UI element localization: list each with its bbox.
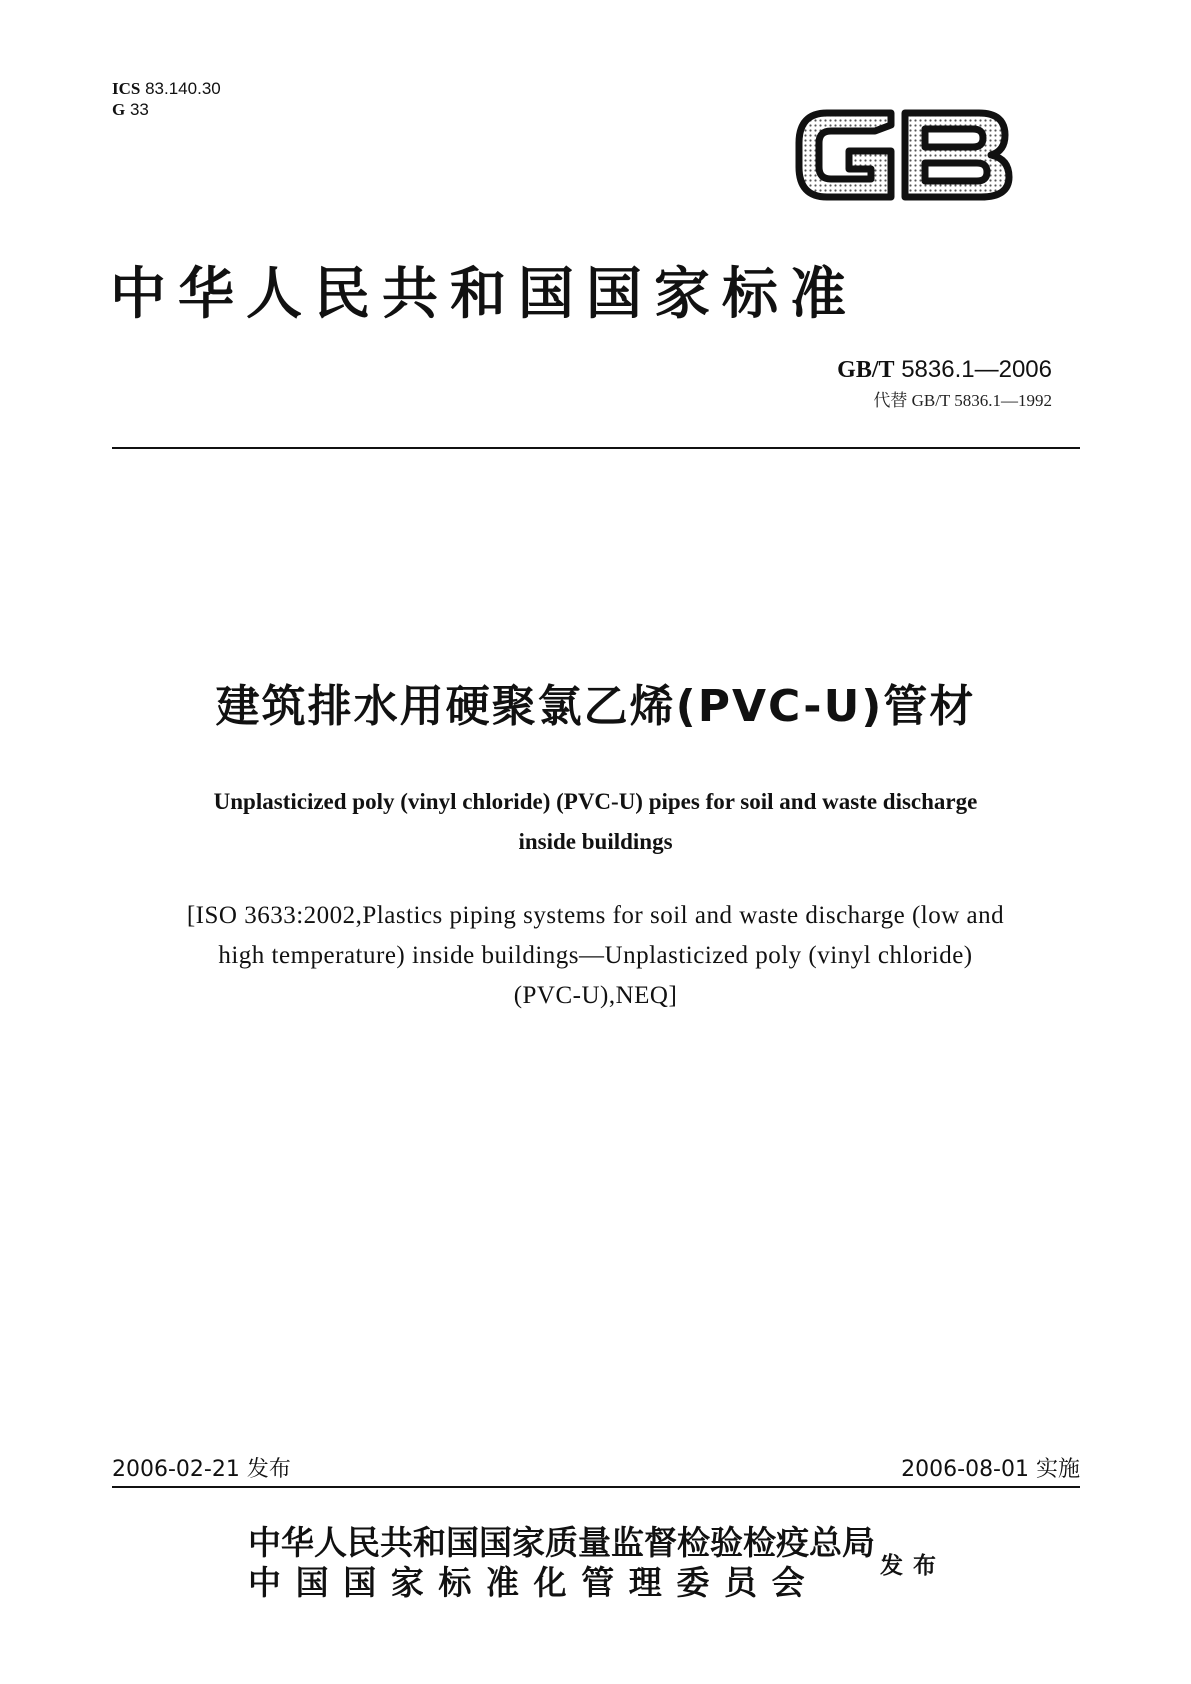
national-standard-title: 中华人民共和国国家标准: [110, 262, 858, 327]
title-chinese: 建筑排水用硬聚氯乙烯(PVC-U)管材: [215, 681, 976, 732]
iso-reference: [110, 896, 1081, 1016]
ics-line: [112, 78, 221, 99]
standard-number: [837, 356, 1052, 384]
publisher-block: [248, 1523, 875, 1603]
iso-reference-line-2: high temperature) inside buildings—Unplasticized poly (vinyl chloride): [218, 942, 973, 969]
class-line: [112, 99, 221, 120]
title-english-line-1: Unplasticized poly (vinyl chloride) (PVC-U) pipes for soil and waste discharge: [213, 789, 978, 814]
publisher-sac: 中国国家标准化管理委员会: [248, 1563, 820, 1602]
ics-label: ICS: [112, 79, 141, 98]
publisher-aqsiq: 中华人民共和国国家质量监督检验检疫总局: [248, 1523, 875, 1562]
top-divider: [112, 447, 1080, 449]
iso-reference-line-1: [ISO 3633:2002,Plastics piping systems for soil and waste discharge (low and: [186, 902, 1005, 929]
ics-block: [112, 78, 221, 120]
class-code: 33: [129, 100, 149, 119]
standard-number-block: [837, 356, 1052, 411]
issue-date: 2006-02-21 发布: [112, 1457, 291, 1482]
replaces-standard: 代替 GB/T 5836.1—1992: [873, 391, 1052, 410]
ics-code: 83.140.30: [145, 79, 221, 98]
iso-reference-line-3: (PVC-U),NEQ]: [513, 982, 678, 1009]
date-row: [112, 1452, 1080, 1482]
implementation-date: 2006-08-01 实施: [901, 1457, 1080, 1482]
title-english: [110, 782, 1081, 862]
class-letter: G: [112, 100, 126, 119]
bottom-divider: [112, 1486, 1080, 1488]
standard-prefix: GB/T: [837, 357, 895, 383]
title-english-line-2: inside buildings: [518, 829, 673, 854]
standard-code: 5836.1—2006: [901, 356, 1052, 383]
gb-logo-icon: [783, 93, 1019, 217]
publish-label: 发布: [880, 1553, 946, 1579]
